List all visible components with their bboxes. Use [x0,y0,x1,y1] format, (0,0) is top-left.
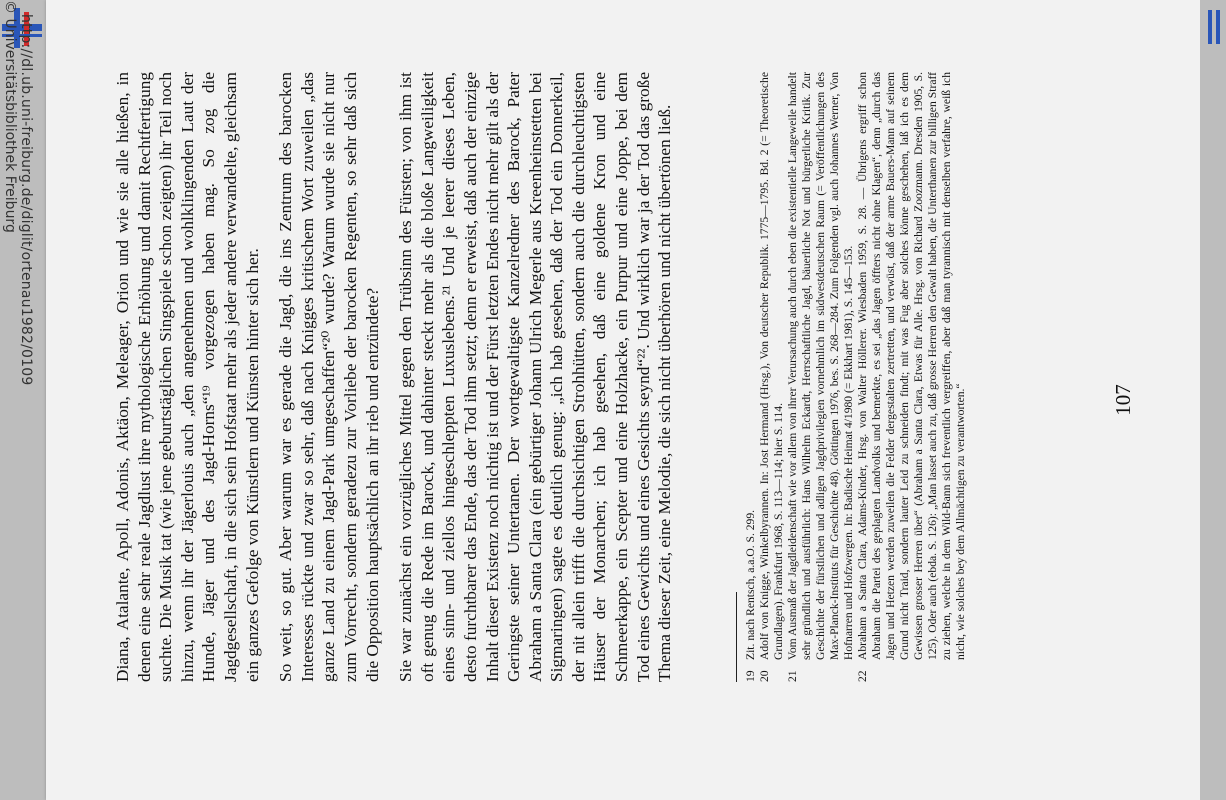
footnote-number: 21 [786,670,799,682]
footnote [856,72,968,682]
footnote [786,72,856,682]
paragraph: So weit, so gut. Aber warum war es gerade die Jagd, die ins Zentrum des barocken Interesses rückte und zwar so sehr, daß nach Knigges kritischem Wort zuweilen „das ganze Land zu einem Jagd-Park umgeschaffen“²⁰ wurde? Warum wurde sie nicht nur zum Vorrecht, sondern geradezu zur Vorliebe der barocken Regenten, so sehr daß sich die Opposition hauptsächlich an ihr rieb und entzündete? [276,72,382,682]
footnote-text: Abraham a Santa Clara, Adams-Kinder, Hrsg. von Walter Höllerer. Wiesbaden 1959, S. 28. — Übrigens ergriff schon Abraham die Partei des geplagten Landvolks und bemerkte, es sei „das Jagen öffters nicht ohne Klagen“, denn „durch das Jagen und Hetzen werden zuweilen die Felder dergestalten zertretten, und verwüst, daß der arme Bauers-Mann auf seinem Grund nicht Traid, sondern lauter Leid zu schneiden findt; mit was Fug aber solches könne geschehen, laß ich es dem Gewissen grosser Herren über“ (Abraham a Santa Clara, Etwas für Alle. Hrsg. von Richard Zoozmann. Dresden 1905, S. 125). Oder auch (ebda. S. 126): „Man lasset auch zu, daß grosse Herren den Gewalt haben, die Unterthanen zur billigen Straff zu ziehen, welche in dem Wild-Bann sich freventlich vergreiffen, aber daß man tyrannisch mit denselben verfahre, weiß ich nicht, wie solches bey dem Allmächtigen zu verantworten.“ [856,72,967,660]
archive-url[interactable]: http://dl.ub.uni-freiburg.de/diglit/ortenau1982/0109 [18,14,34,386]
page-number: 107 [1111,384,1135,416]
footnote-text: Vom Ausmaß der Jagdleidenschaft wie vor allem von ihrer Verursachung auch durch eben die existentielle Langeweile handelt sehr gründlich und ausführlich: Hans Wilhelm Eckardt, Herrschaftliche Jagd, bäuerliche Not und bürgerliche Kritik. Zur Geschichte der fürstlichen und adligen Jagdprivilegien vornehmlich im südwestdeutschen Raum (= Veröffentlichungen des Max-Planck-Instituts für Geschichte 48). Göttingen 1976, bes. S. 268—284. Zum Folgenden vgl. auch Johannes Werner, Von Hofnarren und Hofzwergen. In: Badische Heimat 4/1980 (= Ekkhart 1981), S. 145—153. [786,72,855,660]
archive-copyright: © Universitätsbibliothek Freiburg [2,0,18,233]
paragraph: Diana, Atalante, Apoll, Adonis, Aktäon, Meleager, Orion und wie sie alle hießen, in denen eine sehr reale Jagdlust ihre mythologische Erhöhung und damit Rechtfertigung suchte. Die Musik tat (wie jene geburtstäglichen Singspiele schon zeigten) ihr Teil noch hinzu, wenn ihr der Jägerlouis auch „den angenehmen und wohlklingenden Laut der Hunde, Jäger und des Jagd-Horns“¹⁹ vorgezogen haben mag. So zog die Jagdgesellschaft, in die sich sein Hofstaat mehr als jeder andere verwandelte, gleichsam ein ganzes Gefolge von Künstlern und Künsten hinter sich her. [113,72,262,682]
footnote-text: Zit. nach Rentsch, a.a.O. S. 299. [744,509,757,660]
footnote-number: 19 [744,670,757,682]
footnote-text: Adolf von Knigge, Winkelbyrannen. In: Jost Hermand (Hrsg.), Von deutscher Republik. 1775—1795. Bd. 2 (= Theoretische Grundlagen). Frankfurt 1968, S. 113—114; hier S. 114. [758,72,785,660]
scanned-page [46,0,1200,800]
footnote [758,72,786,682]
left-margin-strip [0,0,46,800]
footnote-number: 20 [758,670,771,682]
scan-color-marker-icon [1204,8,1224,48]
footnote-divider [736,592,737,682]
main-text [112,72,688,682]
footnote [744,72,758,682]
rotated-page-content [46,0,1200,800]
footnote-number: 22 [856,670,869,682]
right-margin-strip [1200,0,1226,800]
paragraph: Sie war zunächst ein vorzügliches Mittel gegen den Trübsinn des Fürsten; von ihm ist oft genug die Rede im Barock, und dahinter steckt mehr als die bloße Langweiligkeit eines sinn- und ziellos hingeschleppten Luxuslebens.²¹ Und je leerer dieses Leben, desto furchtbarer das Ende, das der Tod ihm setzt; denn er erweist, daß auch der einzige Inhalt dieser Existenz noch nichtig ist und der Fürst letzten Endes nicht mehr gilt als der Geringste seiner Untertanen. Der wortgewaltigste Kanzelredner des Barock, Pater Abraham a Santa Clara (ein gebürtiger Johann Ulrich Megerle aus Kreenheinstetten bei Sigmaringen) sagte es deutlich genug: „ich hab gesehen, daß der Tod ein Donnerkeil, der nit allein trifft die durchsichtigen Strohhütten, sondern auch die durchleuchtigsten Häuser der Monarchen; ich hab gesehen, daß eine goldene Kron und eine Schmeerkappe, ein Scepter und eine Holzhacke, ein Purpur und eine Joppe, bei dem Tod eines Gewichts und eines Gesichts seynd“²². Und wirklich war ja der Tod das große Thema dieser Zeit, eine Melodie, die sich nicht überhören und nicht übertönen ließ. [396,72,675,682]
footnotes [744,72,968,682]
